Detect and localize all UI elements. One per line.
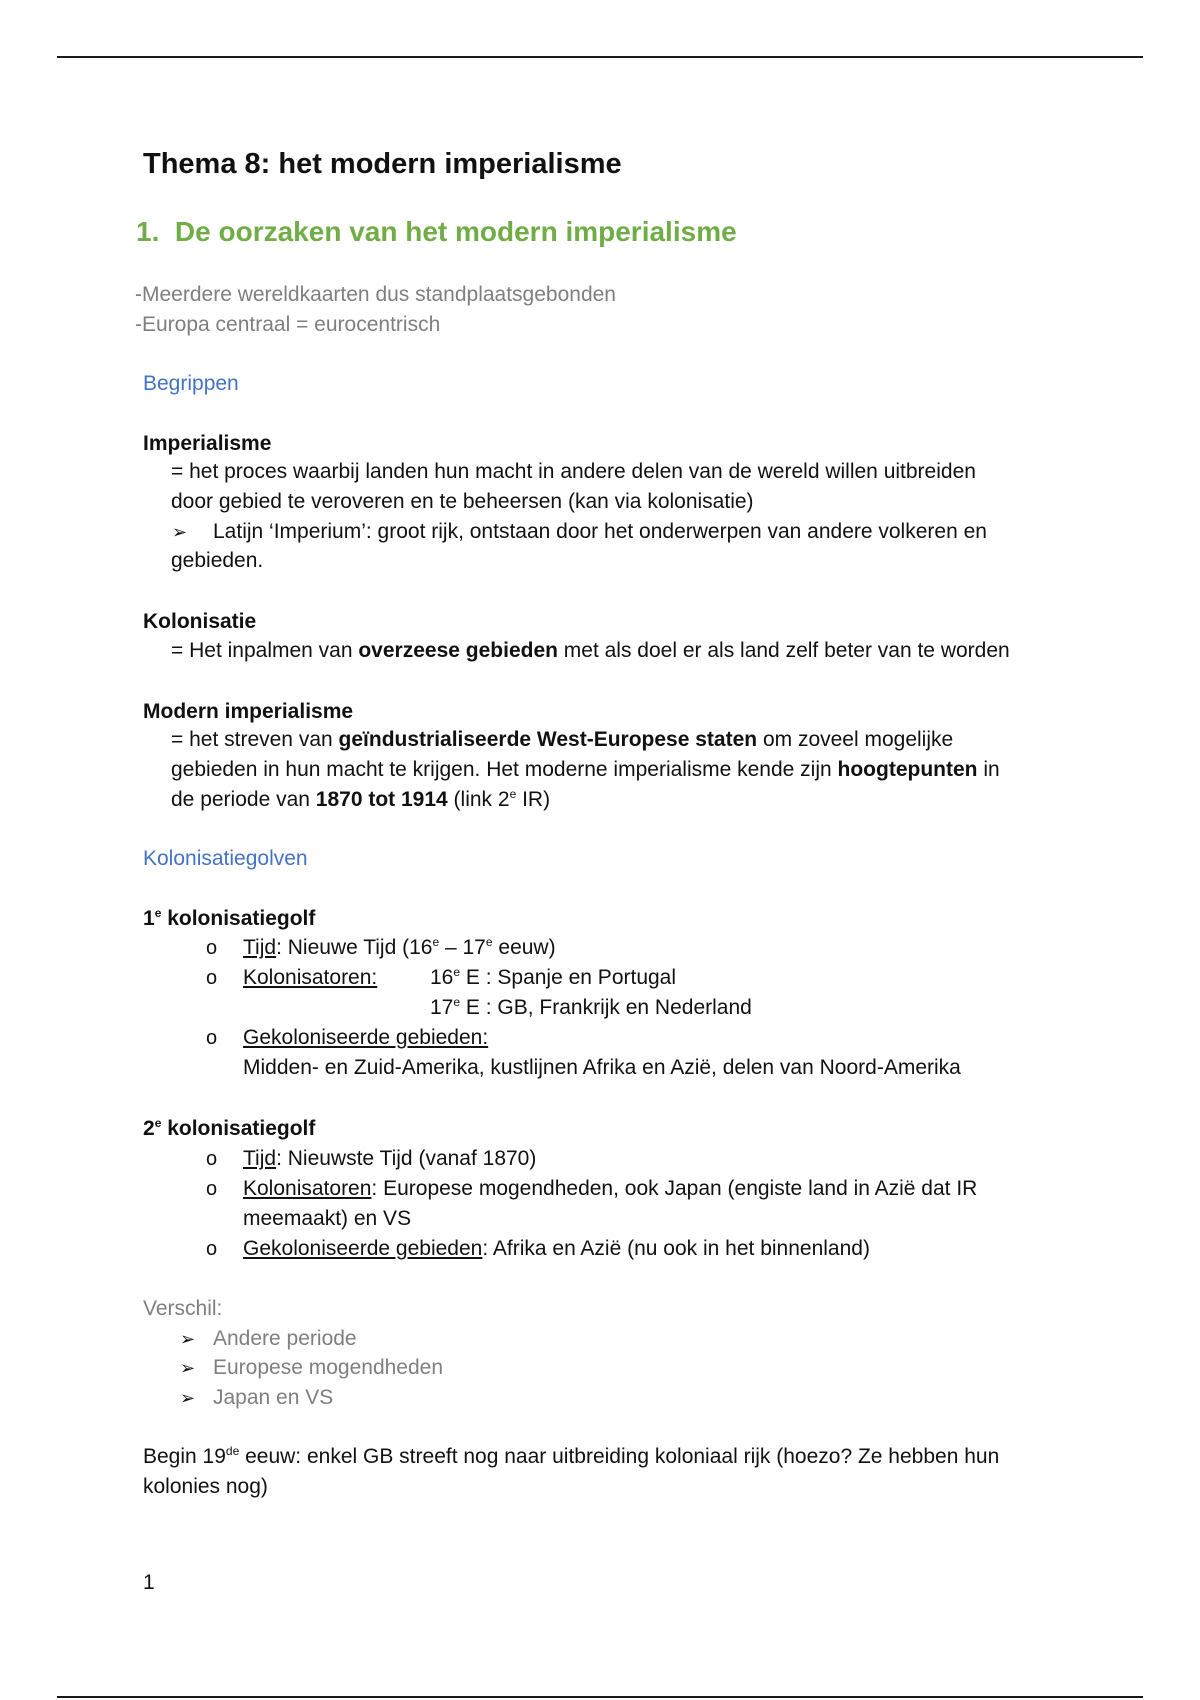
golf1-gebieden-label: Gekoloniseerde gebieden: bbox=[243, 1026, 489, 1049]
underlined-label: Tijd bbox=[243, 936, 277, 959]
text-run: om zoveel mogelijke bbox=[757, 728, 954, 751]
intro-line-1: -Meerdere wereldkaarten dus standplaatsgebonden bbox=[135, 283, 616, 306]
arrow-bullet-icon: ➢ bbox=[172, 522, 188, 542]
modern-definition-2 bbox=[171, 755, 1000, 785]
imperialisme-latin-2: gebieden. bbox=[171, 549, 264, 572]
text-run: – 17 bbox=[439, 936, 486, 959]
bold-run: hoogtepunten bbox=[837, 758, 978, 781]
superscript: e bbox=[453, 965, 461, 979]
golf1-kolonisatoren-label: Kolonisatoren: bbox=[243, 966, 378, 989]
text-run: E : GB, Frankrijk en Nederland bbox=[460, 996, 752, 1019]
golf2-heading bbox=[143, 1114, 315, 1144]
text-run: gebieden in hun macht te krijgen. Het moderne imperialisme kende zijn bbox=[171, 758, 838, 781]
text-run: in bbox=[977, 758, 1000, 781]
text-run: : Nieuwe Tijd (16 bbox=[276, 936, 433, 959]
superscript: e bbox=[453, 995, 461, 1009]
page-number: 1 bbox=[143, 1571, 155, 1594]
verschil-item-2: Europese mogendheden bbox=[213, 1356, 444, 1379]
text-run: : Nieuwste Tijd (vanaf 1870) bbox=[276, 1147, 537, 1170]
term-modern-imperialisme: Modern imperialisme bbox=[143, 700, 354, 723]
text-run: kolonisatiegolf bbox=[161, 1117, 316, 1140]
superscript: de bbox=[225, 1444, 240, 1458]
text-run: met als doel er als land zelf beter van te worden bbox=[557, 639, 1010, 662]
golf2-gebieden bbox=[243, 1234, 870, 1264]
section-number: 1. bbox=[136, 216, 160, 247]
circle-bullet-icon: o bbox=[206, 967, 218, 989]
text-run: 17 bbox=[430, 996, 454, 1019]
text-run: = Het inpalmen van bbox=[171, 639, 359, 662]
golf1-tijd bbox=[243, 933, 556, 963]
superscript: e bbox=[509, 787, 517, 801]
bold-run: 1870 tot 1914 bbox=[315, 788, 448, 811]
imperialisme-definition-1: = het proces waarbij landen hun macht in andere delen van de wereld willen uitbreiden bbox=[171, 460, 976, 483]
imperialisme-latin-1: Latijn ‘Imperium’: groot rijk, ontstaan door het onderwerpen van andere volkeren en bbox=[213, 520, 987, 543]
text-run: kolonisatiegolf bbox=[161, 907, 316, 930]
arrow-bullet-icon: ➢ bbox=[180, 1329, 196, 1349]
underlined-label: Tijd bbox=[243, 1147, 277, 1170]
section-title: De oorzaken van het modern imperialisme bbox=[174, 216, 737, 247]
underlined-label: Kolonisatoren bbox=[243, 1177, 372, 1200]
superscript: e bbox=[485, 935, 493, 949]
superscript: e bbox=[154, 1116, 162, 1130]
text-run: IR) bbox=[516, 788, 551, 811]
text-run: eeuw: enkel GB streeft nog naar uitbreiding koloniaal rijk (hoezo? Ze hebben hun bbox=[239, 1445, 1000, 1468]
intro-line-2: -Europa centraal = eurocentrisch bbox=[135, 313, 441, 336]
verschil-item-1: Andere periode bbox=[213, 1327, 357, 1350]
kolonisatiegolven-heading: Kolonisatiegolven bbox=[143, 847, 308, 870]
golf2-kolonisatoren-2: meemaakt) en VS bbox=[243, 1207, 412, 1230]
text-run: 16 bbox=[430, 966, 454, 989]
text-run: 2 bbox=[143, 1117, 155, 1140]
circle-bullet-icon: o bbox=[206, 1148, 218, 1170]
underlined-label: Gekoloniseerde gebieden bbox=[243, 1237, 483, 1260]
term-kolonisatie: Kolonisatie bbox=[143, 610, 257, 633]
golf1-heading bbox=[143, 904, 315, 934]
term-imperialisme: Imperialisme bbox=[143, 432, 272, 455]
text-run: : Europese mogendheden, ook Japan (engiste land in Azië dat IR bbox=[371, 1177, 978, 1200]
golf1-16e-eeuw bbox=[430, 963, 676, 993]
circle-bullet-icon: o bbox=[206, 1027, 218, 1049]
text-run: = het streven van bbox=[171, 728, 339, 751]
golf2-tijd bbox=[243, 1144, 536, 1174]
bold-run: overzeese gebieden bbox=[358, 639, 558, 662]
circle-bullet-icon: o bbox=[206, 937, 218, 959]
golf1-17e-eeuw bbox=[430, 993, 752, 1023]
section-heading bbox=[136, 214, 737, 250]
circle-bullet-icon: o bbox=[206, 1238, 218, 1260]
begrippen-heading: Begrippen bbox=[143, 372, 239, 395]
verschil-heading: Verschil: bbox=[143, 1297, 223, 1320]
page-title: Thema 8: het modern imperialisme bbox=[143, 148, 622, 180]
text-run: 1 bbox=[143, 907, 155, 930]
text-run: : Afrika en Azië (nu ook in het binnenland) bbox=[482, 1237, 870, 1260]
golf1-gebieden-text: Midden- en Zuid-Amerika, kustlijnen Afrika en Azië, delen van Noord-Amerika bbox=[243, 1056, 961, 1079]
arrow-bullet-icon: ➢ bbox=[180, 1358, 196, 1378]
text-run: E : Spanje en Portugal bbox=[460, 966, 677, 989]
modern-definition-3 bbox=[171, 785, 550, 815]
text-run: (link 2 bbox=[447, 788, 510, 811]
bold-run: geïndustrialiseerde West-Europese staten bbox=[338, 728, 758, 751]
superscript: e bbox=[432, 935, 440, 949]
verschil-item-3: Japan en VS bbox=[213, 1386, 334, 1409]
arrow-bullet-icon: ➢ bbox=[180, 1388, 196, 1408]
modern-definition-1 bbox=[171, 725, 953, 755]
golf2-kolonisatoren-1 bbox=[243, 1174, 977, 1204]
text-run: Begin 19 bbox=[143, 1445, 226, 1468]
kolonisatie-definition bbox=[171, 636, 1010, 666]
begin19-line-2: kolonies nog) bbox=[143, 1475, 268, 1498]
text-run: de periode van bbox=[171, 788, 316, 811]
superscript: e bbox=[154, 906, 162, 920]
circle-bullet-icon: o bbox=[206, 1178, 218, 1200]
begin19-line-1 bbox=[143, 1442, 999, 1472]
text-run: eeuw) bbox=[492, 936, 556, 959]
imperialisme-definition-2: door gebied te veroveren en te beheersen (kan via kolonisatie) bbox=[171, 490, 754, 513]
